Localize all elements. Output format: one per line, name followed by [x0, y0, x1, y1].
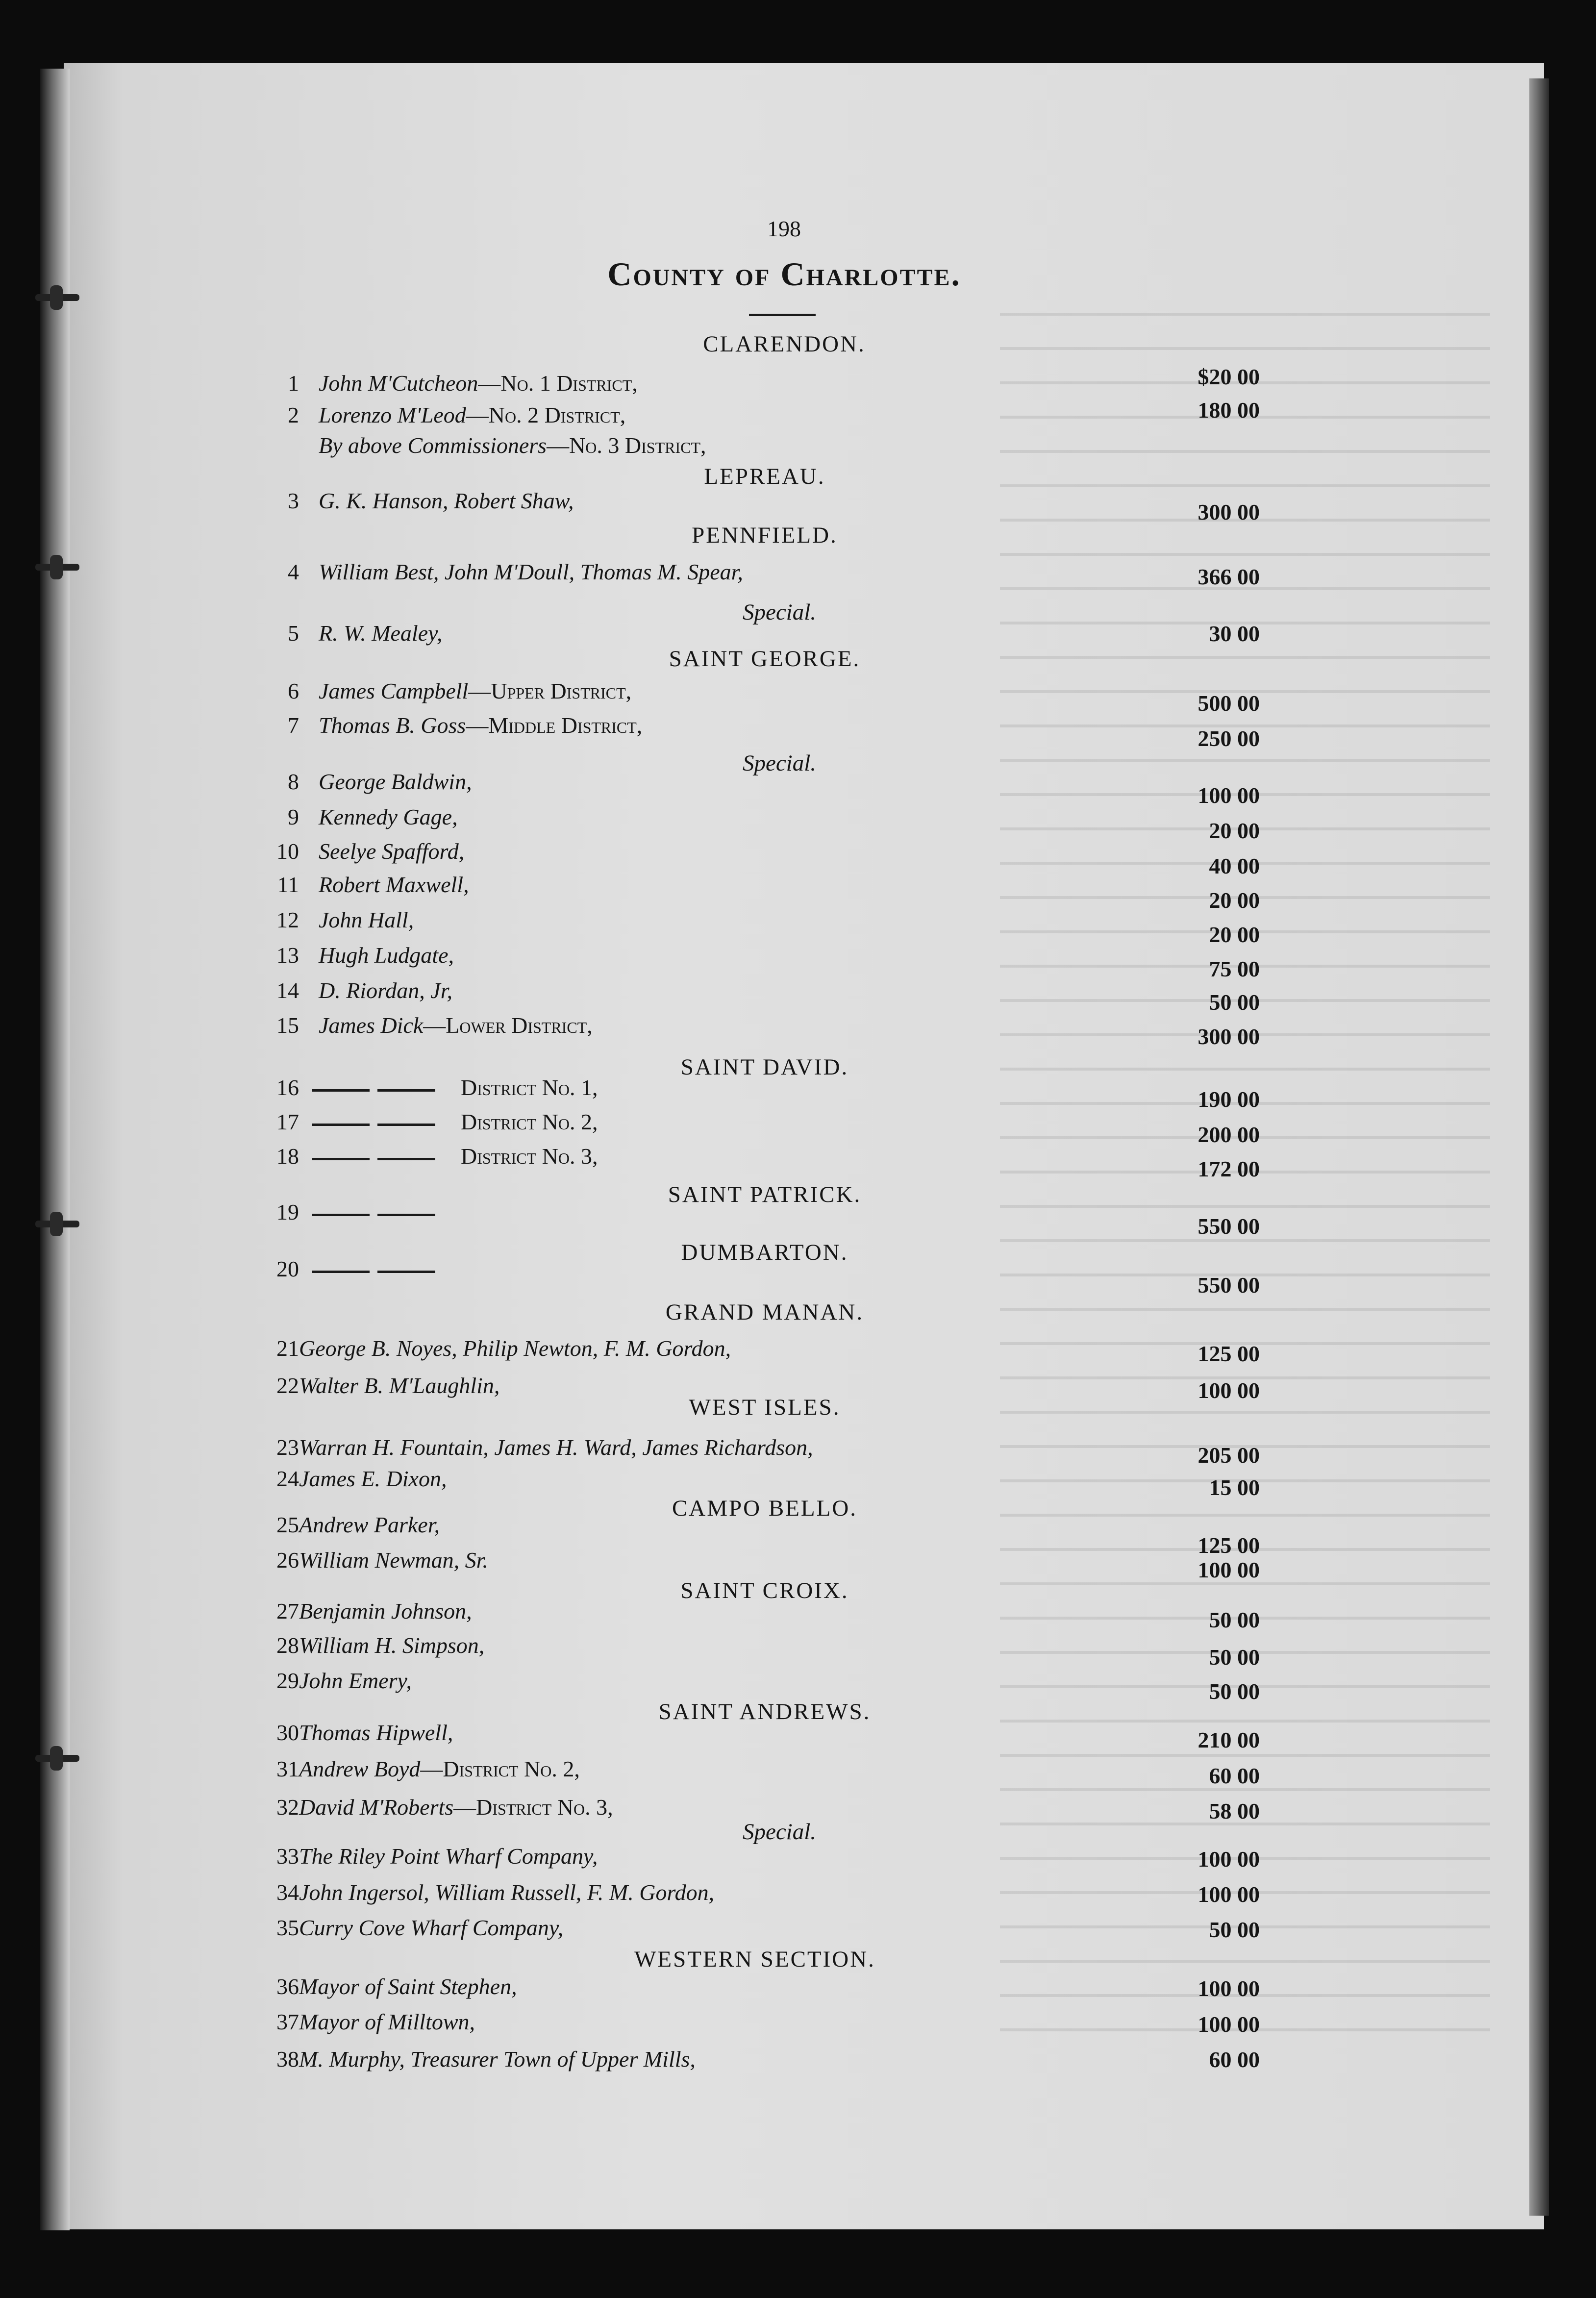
commissioner-names: The Riley Point Wharf Company, — [299, 1844, 598, 1869]
section-heading: PENNFIELD. — [692, 523, 838, 548]
page-title-text: County of Charlotte. — [607, 255, 961, 293]
row-number: 12 — [276, 907, 299, 932]
amount: 50 00 — [1209, 990, 1260, 1015]
amount: 550 00 — [1197, 1273, 1260, 1298]
row-number: 2 — [288, 402, 299, 427]
amount: 15 00 — [1209, 1475, 1260, 1500]
row-number: 6 — [288, 678, 299, 703]
row-number: 26 — [276, 1548, 299, 1573]
commissioner-names: Mayor of Saint Stephen, — [299, 1974, 517, 1999]
district-label: —District No. 2, — [420, 1756, 580, 1781]
row-number: 30 — [276, 1720, 299, 1745]
amount: 30 00 — [1209, 621, 1260, 646]
row-number: 21 — [276, 1336, 299, 1361]
commissioner-names: Curry Cove Wharf Company, — [299, 1915, 564, 1940]
district-label: District No. 1, — [461, 1075, 598, 1100]
ditto-dash — [312, 1089, 370, 1092]
row-number: 22 — [276, 1373, 299, 1398]
row-number: 9 — [288, 804, 299, 829]
title-rule — [749, 314, 816, 316]
row-number: 23 — [276, 1435, 299, 1460]
row-number: 19 — [276, 1199, 299, 1224]
commissioner-names: Andrew Parker, — [299, 1512, 440, 1537]
commissioner-names: Benjamin Johnson, — [299, 1599, 472, 1624]
special-subheading: Special. — [742, 599, 817, 625]
commissioner-names: Thomas B. Goss—Middle District, — [319, 713, 643, 738]
commissioner-names: Hugh Ludgate, — [319, 943, 454, 968]
amount: 210 00 — [1197, 1727, 1260, 1752]
commissioner-names: Walter B. M'Laughlin, — [299, 1373, 500, 1398]
row-number: 10 — [276, 839, 299, 864]
row-number: 18 — [276, 1144, 299, 1169]
row-number: 5 — [288, 621, 299, 646]
ditto-dash — [377, 1271, 435, 1273]
row-number: 36 — [276, 1974, 299, 1999]
amount: 50 00 — [1209, 1607, 1260, 1632]
page-number: 198 — [767, 216, 801, 241]
amount: 172 00 — [1197, 1156, 1260, 1181]
amount: 100 00 — [1197, 1847, 1260, 1872]
section-heading: CLARENDON. — [703, 331, 866, 357]
commissioner-names: By above Commissioners—No. 3 District, — [319, 433, 706, 458]
section-heading: CAMPO BELLO. — [672, 1496, 858, 1521]
commissioner-names: R. W. Mealey, — [319, 621, 443, 646]
section-heading: DUMBARTON. — [681, 1240, 848, 1265]
district-label: —Middle District, — [466, 713, 643, 738]
district-label: District No. 2, — [461, 1109, 598, 1134]
amount: 20 00 — [1209, 818, 1260, 843]
commissioner-names: John Emery, — [299, 1668, 412, 1693]
commissioner-names: William H. Simpson, — [299, 1633, 485, 1658]
row-number: 25 — [276, 1512, 299, 1537]
amount: 366 00 — [1197, 564, 1260, 589]
row-number: 27 — [276, 1599, 299, 1624]
ditto-dash — [312, 1124, 370, 1126]
section-heading: SAINT DAVID. — [680, 1054, 849, 1080]
commissioner-names: Lorenzo M'Leod—No. 2 District, — [319, 402, 626, 427]
row-number: 28 — [276, 1633, 299, 1658]
amount: 100 00 — [1197, 1557, 1260, 1582]
section-heading: LEPREAU. — [704, 464, 825, 489]
ditto-dash — [377, 1089, 435, 1092]
amount: 20 00 — [1209, 888, 1260, 913]
commissioner-names: James E. Dixon, — [299, 1466, 447, 1491]
amount: 50 00 — [1209, 1679, 1260, 1704]
district-label: —Lower District, — [423, 1013, 593, 1038]
amount: 180 00 — [1197, 398, 1260, 423]
commissioner-names: George B. Noyes, Philip Newton, F. M. Gordon, — [299, 1336, 731, 1361]
amount: 300 00 — [1197, 500, 1260, 525]
row-number: 14 — [276, 978, 299, 1003]
row-number: 34 — [276, 1880, 299, 1905]
row-number: 29 — [276, 1668, 299, 1693]
amount: 100 00 — [1197, 1976, 1260, 2001]
row-number: 1 — [288, 371, 299, 396]
row-number: 31 — [276, 1756, 299, 1781]
commissioner-names: Warran H. Fountain, James H. Ward, James Richardson, — [299, 1435, 813, 1460]
ditto-dash — [377, 1124, 435, 1126]
commissioner-names: Andrew Boyd—District No. 2, — [299, 1756, 580, 1781]
amount: 500 00 — [1197, 691, 1260, 716]
commissioner-names: John Hall, — [319, 907, 414, 932]
row-number: 38 — [276, 2047, 299, 2072]
row-number: 37 — [276, 2009, 299, 2034]
row-number: 17 — [276, 1109, 299, 1134]
amount: 100 00 — [1197, 1378, 1260, 1403]
amount: 125 00 — [1197, 1341, 1260, 1366]
special-subheading: Special. — [742, 750, 817, 776]
row-number: 15 — [276, 1013, 299, 1038]
section-heading: SAINT ANDREWS. — [658, 1699, 871, 1724]
page-title — [539, 255, 1029, 294]
amount: 100 00 — [1197, 2012, 1260, 2037]
row-number: 11 — [277, 872, 299, 897]
row-number: 3 — [288, 488, 299, 513]
row-number: 8 — [288, 769, 299, 794]
row-number: 33 — [276, 1844, 299, 1869]
commissioner-names: Mayor of Milltown, — [299, 2009, 475, 2034]
district-label: —No. 2 District, — [466, 402, 626, 427]
commissioner-names: John Ingersol, William Russell, F. M. Gordon, — [299, 1880, 715, 1905]
amount: 100 00 — [1197, 1882, 1260, 1907]
amount: 205 00 — [1197, 1443, 1260, 1468]
row-number: 4 — [288, 559, 299, 584]
section-heading: GRAND MANAN. — [665, 1299, 864, 1325]
amount: 250 00 — [1197, 726, 1260, 751]
row-number: 13 — [276, 943, 299, 968]
district-label: —No. 1 District, — [478, 371, 638, 396]
district-label: District No. 3, — [461, 1144, 598, 1169]
section-heading: WESTERN SECTION. — [634, 1947, 875, 1972]
amount: 190 00 — [1197, 1087, 1260, 1112]
district-label: —District No. 3, — [453, 1795, 613, 1820]
commissioner-names: David M'Roberts—District No. 3, — [299, 1795, 613, 1820]
commissioner-names: William Newman, Sr. — [299, 1548, 488, 1573]
row-number: 32 — [276, 1795, 299, 1820]
amount: 75 00 — [1209, 956, 1260, 981]
amount: 60 00 — [1209, 2047, 1260, 2072]
commissioner-names: Thomas Hipwell, — [299, 1720, 453, 1745]
row-number: 16 — [276, 1075, 299, 1100]
row-number: 24 — [276, 1466, 299, 1491]
commissioner-names: D. Riordan, Jr, — [319, 978, 453, 1003]
commissioner-names: Kennedy Gage, — [319, 804, 458, 829]
section-heading: SAINT CROIX. — [680, 1578, 849, 1603]
district-label: —Upper District, — [468, 678, 632, 703]
amount: 550 00 — [1197, 1214, 1260, 1239]
commissioner-names: George Baldwin, — [319, 769, 472, 794]
ditto-dash — [377, 1214, 435, 1216]
district-label: —No. 3 District, — [547, 433, 706, 458]
amount: 100 00 — [1197, 783, 1260, 808]
row-number: 7 — [288, 713, 299, 738]
section-heading: WEST ISLES. — [689, 1395, 841, 1420]
ditto-dash — [312, 1158, 370, 1160]
amount: 200 00 — [1197, 1122, 1260, 1147]
row-number: 35 — [276, 1915, 299, 1940]
commissioner-names: G. K. Hanson, Robert Shaw, — [319, 488, 574, 513]
section-heading: SAINT PATRICK. — [668, 1182, 862, 1207]
amount: 50 00 — [1209, 1645, 1260, 1670]
commissioner-names: William Best, John M'Doull, Thomas M. Spear, — [319, 559, 743, 584]
special-subheading: Special. — [742, 1819, 817, 1845]
amount: $20 00 — [1197, 364, 1260, 389]
amount: 300 00 — [1197, 1024, 1260, 1049]
ditto-dash — [312, 1271, 370, 1273]
amount: 60 00 — [1209, 1763, 1260, 1788]
section-heading: SAINT GEORGE. — [669, 646, 861, 672]
amount: 125 00 — [1197, 1533, 1260, 1558]
commissioner-names: James Campbell—Upper District, — [319, 678, 632, 703]
ditto-dash — [377, 1158, 435, 1160]
amount: 40 00 — [1209, 853, 1260, 878]
amount: 50 00 — [1209, 1917, 1260, 1942]
commissioner-names: James Dick—Lower District, — [319, 1013, 593, 1038]
ditto-dash — [312, 1214, 370, 1216]
commissioner-names: John M'Cutcheon—No. 1 District, — [319, 371, 638, 396]
amount: 58 00 — [1209, 1798, 1260, 1823]
commissioner-names: M. Murphy, Treasurer Town of Upper Mills, — [299, 2047, 696, 2072]
commissioner-names: Seelye Spafford, — [319, 839, 465, 864]
amount: 20 00 — [1209, 922, 1260, 947]
row-number: 20 — [276, 1256, 299, 1281]
commissioner-names: Robert Maxwell, — [319, 872, 469, 897]
